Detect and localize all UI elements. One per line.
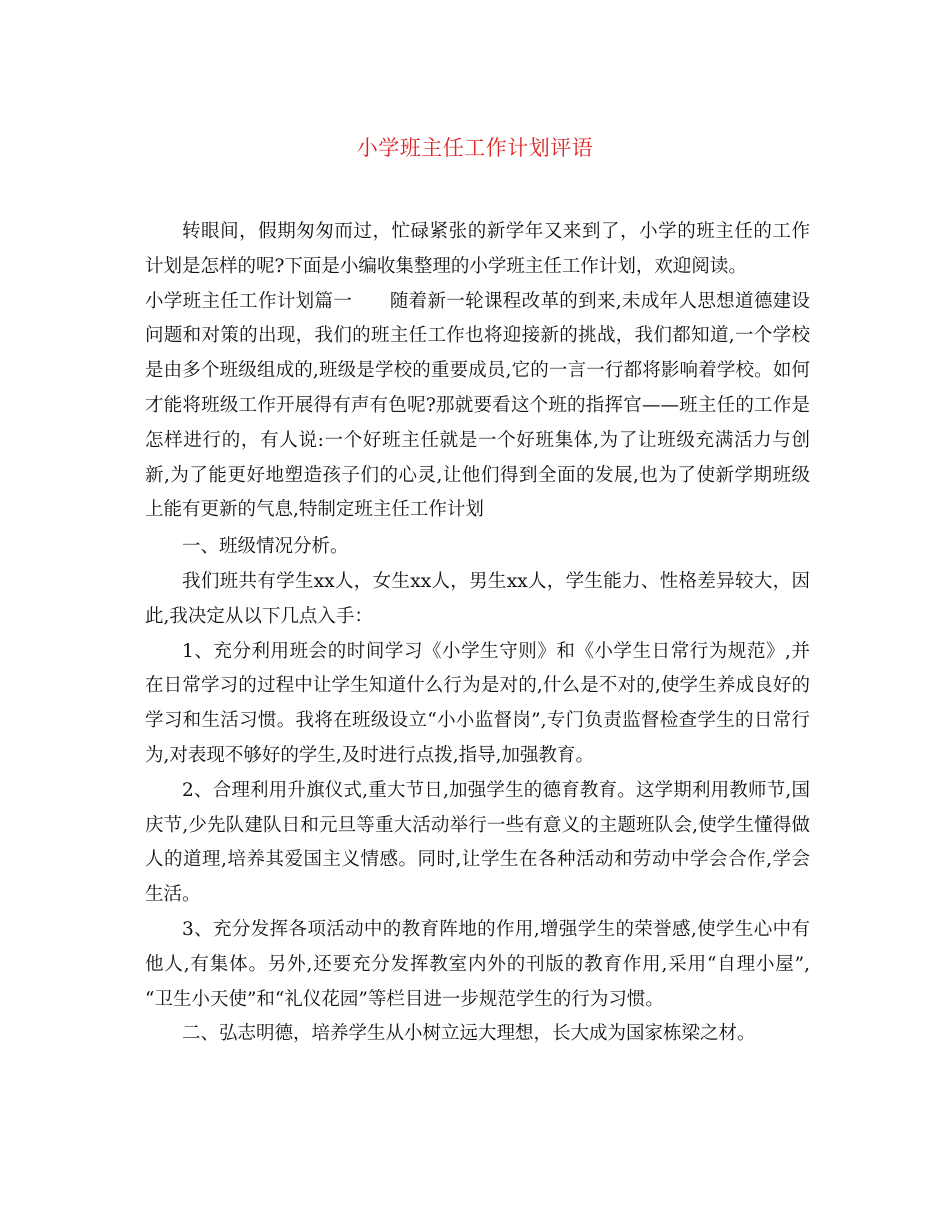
plan-intro-paragraph: 小学班主任工作计划篇一 随着新一轮课程改革的到来,未成年人思想道德建设问题和对策的出现，我们的班主任工作也将迎接新的挑战，我们都知道,一个学校是由多个班级组成的,班级是学校的重要成员,它的一言一行都将影响着学校。如何才能将班级工作开展得有声有色呢?那就要看这个班的指挥官——班主任的工作是怎样进行的，有人说:一个好班主任就是一个好班集体,为了让班级充满活力与创新,为了能更好地塑造孩子们的心灵,让他们得到全面的发展,也为了使新学期班级上能有更新的气息,特制定班主任工作计划 (145, 290, 810, 521)
section-heading-ideals: 二、弘志明德，培养学生从小树立远大理想，长大成为国家栋梁之材。 (182, 1023, 756, 1045)
point-3-paragraph: 3、充分发挥各项活动中的教育阵地的作用,增强学生的荣誉感,使学生心中有他人,有集体。另外,还要充分发挥教室内外的刊版的教育作用,采用“自理小屋”, “卫生小天使”和“礼仪花园”等栏目进一步规范学生的行为习惯。 (145, 918, 810, 1010)
document-body (145, 215, 810, 1052)
class-info-paragraph: 我们班共有学生xx人，女生xx人，男生xx人，学生能力、性格差异较大，因此,我决定从以下几点入手： (145, 570, 810, 627)
intro-paragraph: 转眼间，假期匆匆而过，忙碌紧张的新学年又来到了，小学的班主任的工作计划是怎样的呢?下面是小编收集整理的小学班主任工作计划，欢迎阅读。 (145, 221, 810, 277)
point-1-paragraph: 1、充分利用班会的时间学习《小学生守则》和《小学生日常行为规范》,并在日常学习的过程中让学生知道什么行为是对的,什么是不对的,使学生养成良好的学习和生活习惯。我将在班级设立“小小监督岗”,专门负责监督检查学生的日常行为,对表现不够好的学生,及时进行点拨,指导,加强教育。 (145, 640, 810, 766)
section-heading-class-analysis: 一、班级情况分析。 (182, 536, 349, 558)
point-2-paragraph: 2、合理利用升旗仪式,重大节日,加强学生的德育教育。这学期利用教师节,国庆节,少先队建队日和元旦等重大活动举行一些有意义的主题班队会,使学生懂得做人的道理,培养其爱国主义情感。同时,让学生在各种活动和劳动中学会合作,学会生活。 (145, 779, 810, 906)
document-title: 小学班主任工作计划评语 (356, 136, 594, 160)
